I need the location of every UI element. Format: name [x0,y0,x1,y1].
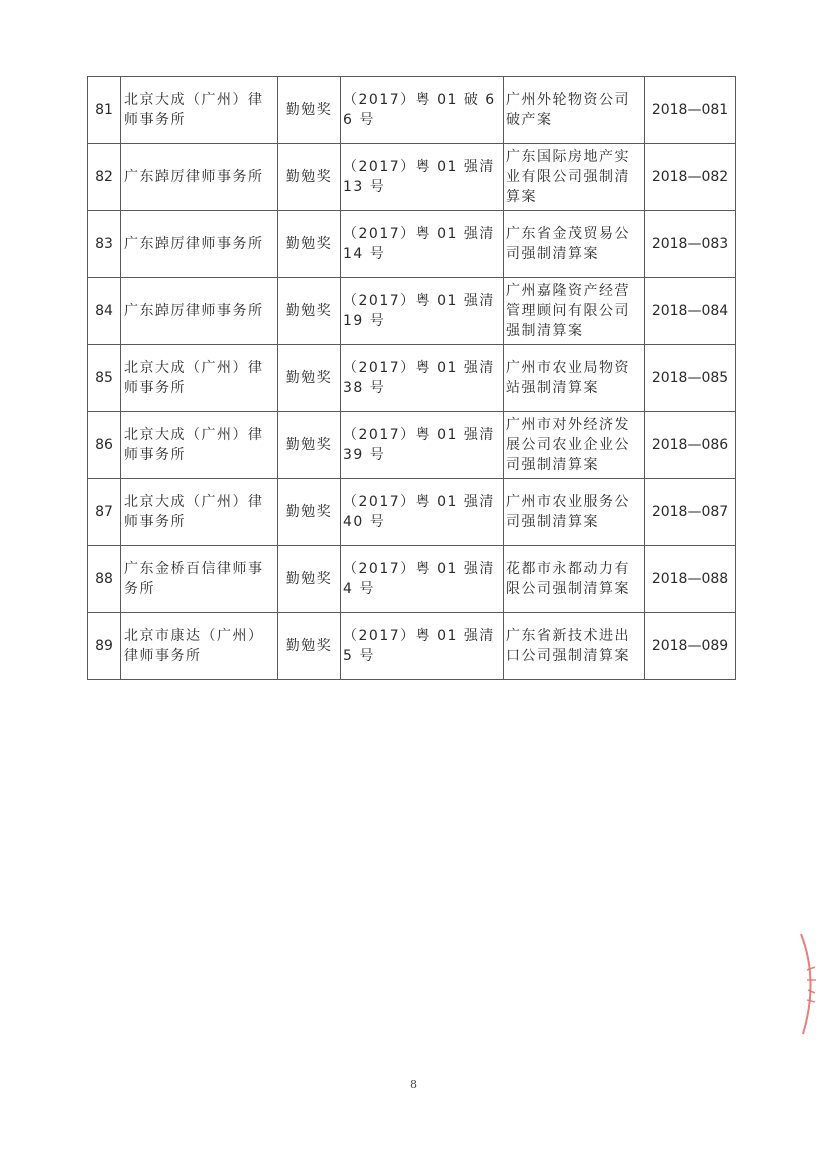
row-number: 86 [88,412,121,479]
law-firm-name: 北京大成（广州）律师事务所 [121,412,278,479]
case-name: 广州市农业服务公司强制清算案 [504,479,645,546]
law-firm-name: 广东踔厉律师事务所 [121,144,278,211]
case-name: 广州市农业局物资站强制清算案 [504,345,645,412]
case-name: 广州市对外经济发展公司农业企业公司强制清算案 [504,412,645,479]
page-number: 8 [410,1078,417,1091]
table-row [88,211,736,278]
table-row [88,144,736,211]
table-row [88,546,736,613]
award-type: 勤勉奖 [278,144,341,211]
award-code: 2018—087 [645,479,736,546]
award-type: 勤勉奖 [278,546,341,613]
case-name: 广东国际房地产实业有限公司强制清算案 [504,144,645,211]
table-row [88,412,736,479]
award-type: 勤勉奖 [278,613,341,680]
table-row [88,479,736,546]
case-name: 广东省新技术进出口公司强制清算案 [504,613,645,680]
case-number: （2017）粤 01 强清 19 号 [341,278,504,345]
law-firm-name: 北京市康达（广州）律师事务所 [121,613,278,680]
award-code: 2018—083 [645,211,736,278]
award-code: 2018—084 [645,278,736,345]
row-number: 87 [88,479,121,546]
red-seal-fragment-icon [793,930,827,1040]
row-number: 88 [88,546,121,613]
award-code: 2018—088 [645,546,736,613]
award-type: 勤勉奖 [278,479,341,546]
case-name: 花都市永都动力有限公司强制清算案 [504,546,645,613]
table-row [88,613,736,680]
law-firm-name: 广东踔厉律师事务所 [121,278,278,345]
award-code: 2018—081 [645,77,736,144]
row-number: 84 [88,278,121,345]
row-number: 81 [88,77,121,144]
case-number: （2017）粤 01 强清 14 号 [341,211,504,278]
award-type: 勤勉奖 [278,211,341,278]
award-table [87,76,736,680]
case-number: （2017）粤 01 强清 38 号 [341,345,504,412]
award-type: 勤勉奖 [278,412,341,479]
award-code: 2018—089 [645,613,736,680]
award-code: 2018—082 [645,144,736,211]
row-number: 89 [88,613,121,680]
law-firm-name: 广东踔厉律师事务所 [121,211,278,278]
case-number: （2017）粤 01 强清 5 号 [341,613,504,680]
table-row [88,278,736,345]
table-row [88,77,736,144]
case-number: （2017）粤 01 强清 40 号 [341,479,504,546]
law-firm-name: 北京大成（广州）律师事务所 [121,77,278,144]
award-code: 2018—086 [645,412,736,479]
case-name: 广东省金茂贸易公司强制清算案 [504,211,645,278]
law-firm-name: 广东金桥百信律师事务所 [121,546,278,613]
case-name: 广州外轮物资公司破产案 [504,77,645,144]
row-number: 85 [88,345,121,412]
row-number: 82 [88,144,121,211]
award-type: 勤勉奖 [278,77,341,144]
case-number: （2017）粤 01 强清 4 号 [341,546,504,613]
law-firm-name: 北京大成（广州）律师事务所 [121,479,278,546]
row-number: 83 [88,211,121,278]
case-number: （2017）粤 01 强清 39 号 [341,412,504,479]
table-row [88,345,736,412]
award-code: 2018—085 [645,345,736,412]
award-type: 勤勉奖 [278,278,341,345]
law-firm-name: 北京大成（广州）律师事务所 [121,345,278,412]
case-number: （2017）粤 01 强清 13 号 [341,144,504,211]
award-type: 勤勉奖 [278,345,341,412]
case-number: （2017）粤 01 破 66 号 [341,77,504,144]
case-name: 广州嘉隆资产经营管理顾问有限公司强制清算案 [504,278,645,345]
